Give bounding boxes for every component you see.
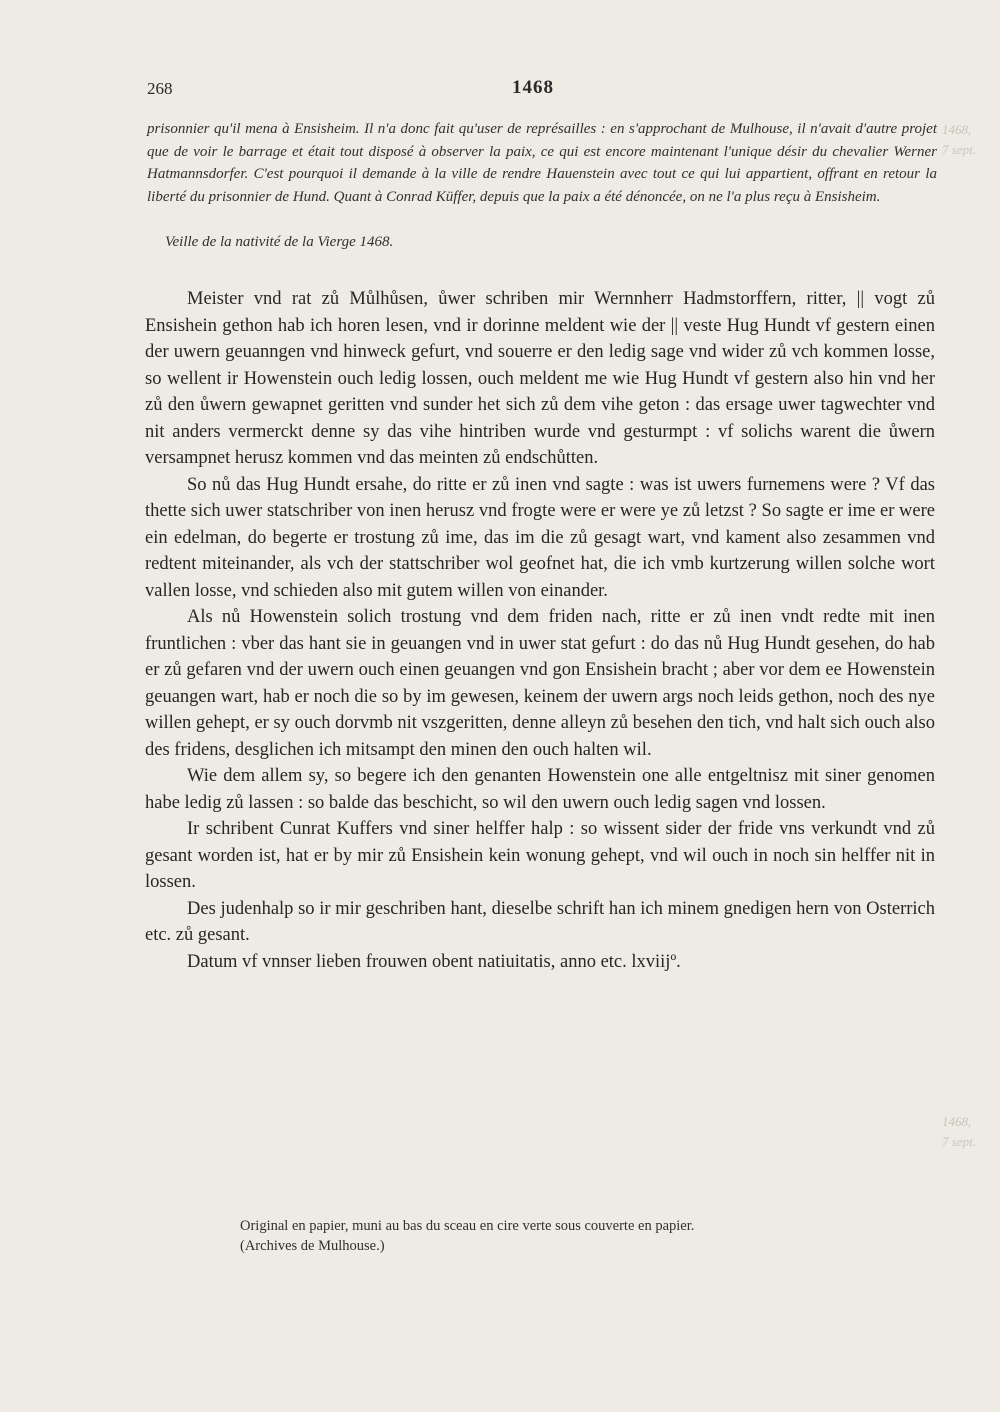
bleed-through-margin-note: 1468, (942, 122, 972, 137)
letter-paragraph: So nů das Hug Hundt ersahe, do ritte er zů inen vnd sagte : was ist uwers furnemens were ? Vf das thette sich uwer statschriber von inen herusz vnd frogte were er were ye zů letzst ? So sagte er ime er were ein edelman, do begerte er trostung zů ime, das im die zů gesagt wart, vnd kament also zesammen vnd redtent miteinander, als vch der stattschriber wol geofnet hat, die ich vmb kurtzerung willen solche wort vallen losse, vnd schieden also mit gutem willen von einander. (145, 474, 935, 601)
page-heading-year: 1468 (512, 77, 554, 98)
summary-date-line: Veille de la nativité de la Vierge 1468. (165, 234, 394, 250)
bleed-through-margin-note: 1468, (942, 1114, 972, 1129)
letter-paragraph: Ir schribent Cunrat Kuffers vnd siner helffer halp : so wissent sider der fride vns verkundt vnd zů gesant worden ist, hat er by mir zů Ensishein kein wonung gehept, vnd wil ouch in noch sin helffer nit in lossen. (145, 819, 935, 892)
letter-paragraph: Meister vnd rat zů Můlhůsen, ůwer schriben mir Wernnherr Hadmstorffern, ritter, || vogt zů Ensishein gethon hab ich horen lesen, vnd ir dorinne meldent wie der || veste Hug Hundt vf gestern einen der uwern geuanngen vnd hinweck gefurt, vnd souerre er den ledig sage vnd wider zů vch kommen losse, so wellent ir Howenstein ouch ledig lossen, ouch meldent me wie Hug Hundt vf gestern also hin vnd her zů den ůwern gewapnet geritten vnd sunder het sich zů dem vihe geton : das ersage uwer tagwechter vnd nit anders vermerckt denne sy das vihe hintriben wurde vnd gesturmpt : vf solichs warent die ůwern versampnet herusz kommen vnd das meinten zů endschůtten. (145, 289, 935, 468)
letter-paragraph: Des judenhalp so ir mir geschriben hant, dieselbe schrift han ich minem gnedigen hern von Osterrich etc. zů gesant. (145, 898, 935, 945)
letter-body (145, 286, 935, 975)
source-note-description: Original en papier, muni au bas du sceau en cire verte sous couverte en papier. (240, 1218, 695, 1234)
letter-paragraph: Als nů Howenstein solich trostung vnd dem friden nach, ritte er zů inen vndt redte mit inen fruntlichen : vber das hant sie in geuangen vnd in uwer stat gefurt : do das nů Hug Hundt gesehen, do hab er zů gefaren vnd der uwern ouch einen geuangen vnd gon Ensishein bracht ; aber vor dem ee Howenstein geuangen wart, hab er noch die so by im gewesen, keinem der uwern args noch leids gethon, noch des nye willen gehept, er sy ouch dorvmb nit vszgeritten, denne alleyn zů besehen den tich, vnd halt sich ouch also des fridens, desglichen ich mitsampt den minen den ouch halten wil. (145, 607, 935, 760)
source-note (240, 1216, 940, 1256)
page-number: 268 (147, 79, 173, 98)
source-note-archive: (Archives de Mulhouse.) (240, 1238, 385, 1254)
letter-paragraph: Wie dem allem sy, so begere ich den genanten Howenstein one alle entgeltnisz mit siner genomen habe ledig zů lassen : so balde das beschicht, so wil den uwern ouch ledig sagen vnd lossen. (145, 766, 935, 813)
french-summary: prisonnier qu'il mena à Ensisheim. Il n'a donc fait qu'user de représailles : en s'approchant de Mulhouse, il n'avait d'autre projet que de voir le barrage et était tout disposé à observer la paix, ce qui est encore maintenant l'unique désir du chevalier Werner Hatmannsdorfer. C'est pourquoi il demande à la ville de rendre Hauenstein avec tout ce qui lui appartient, offrant en retour la liberté du prisonnier de Hund. Quant à Conrad Küffer, depuis que la paix a été dénoncée, on ne l'a plus reçu à Ensisheim. (147, 121, 937, 205)
bleed-through-margin-note: 7 sept. (942, 142, 976, 157)
bleed-through-margin-note: 7 sept. (942, 1134, 976, 1149)
letter-dating-clause: Datum vf vnnser lieben frouwen obent natiuitatis, anno etc. lxviijº. (187, 951, 681, 972)
